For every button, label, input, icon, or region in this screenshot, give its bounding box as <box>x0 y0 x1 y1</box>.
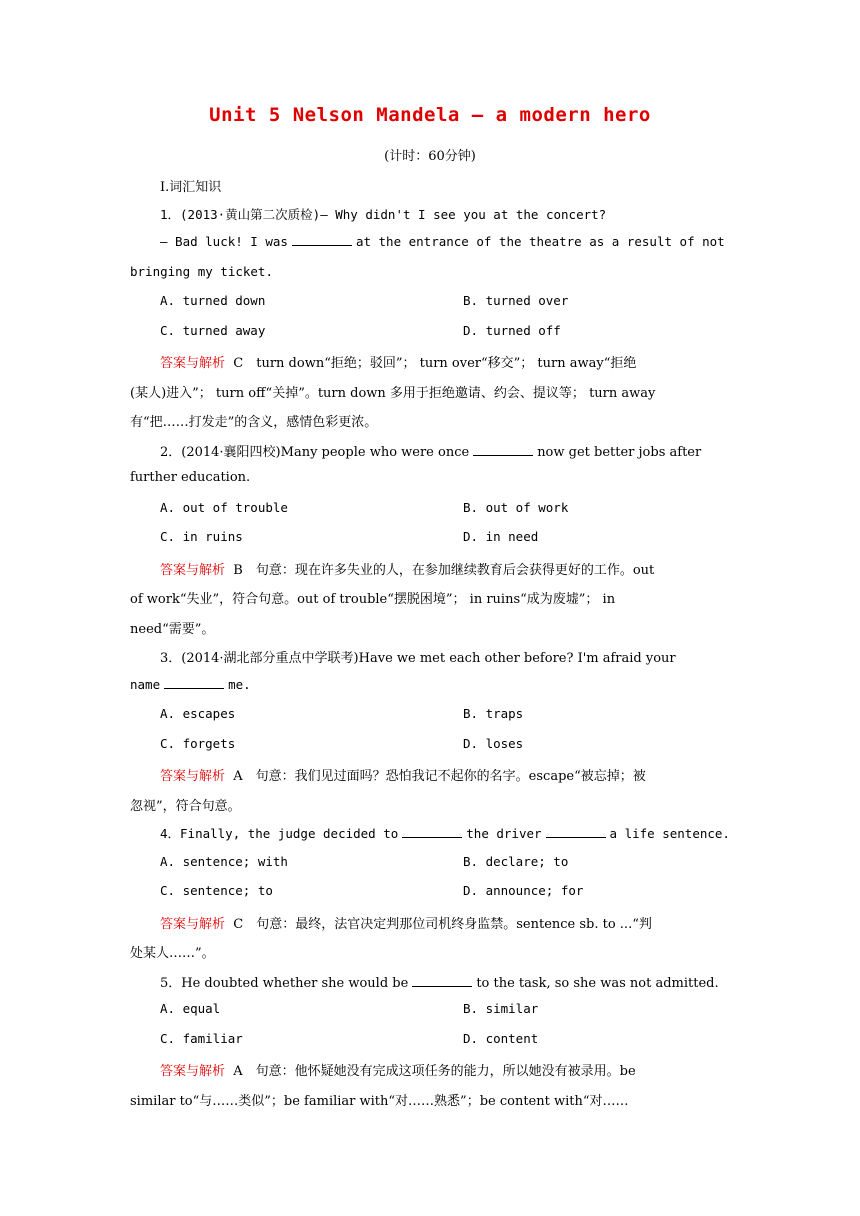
q4-explanation-line1 <box>160 913 652 932</box>
answer-label: 答案与解析 <box>160 769 226 784</box>
q3-stem-line2 <box>130 677 251 692</box>
q4-stem-part3: a life sentence. <box>609 826 730 841</box>
q2-stem-line1 <box>160 441 701 460</box>
q1-stem-line3: bringing my ticket. <box>130 264 273 279</box>
q5-explanation-line1 <box>160 1060 636 1079</box>
q4-explanation-line2: 处某人……”。 <box>130 946 215 961</box>
blank <box>412 975 472 987</box>
q5-option-a: A. equal <box>160 1001 221 1016</box>
q5-option-c: C. familiar <box>160 1031 243 1046</box>
q4-option-b: B. declare; to <box>463 854 569 869</box>
q1-stem-part2: at the entrance of the theatre as a result of not <box>355 234 725 249</box>
time-limit: (计时：60分钟) <box>384 149 476 164</box>
q3-option-d: D. loses <box>463 736 524 751</box>
q5-exp-text: A 句意：他怀疑她没有完成这项任务的能力，所以她没有被录用。be <box>233 1064 636 1079</box>
q2-exp-text: B 句意：现在许多失业的人，在参加继续教育后会获得更好的工作。out <box>233 563 655 578</box>
q2-option-d: D. in need <box>463 529 539 544</box>
blank <box>546 826 606 838</box>
q2-explanation-line3: need“需要”。 <box>130 622 215 637</box>
q2-explanation-line1 <box>160 559 654 578</box>
q4-stem-part2: the driver <box>466 826 542 841</box>
q1-option-b: B. turned over <box>463 293 569 308</box>
answer-label: 答案与解析 <box>160 356 226 371</box>
q3-stem-part2: me. <box>228 677 251 692</box>
q4-option-d: D. announce; for <box>463 883 584 898</box>
q1-exp-text: C turn down“拒绝；驳回”； turn over“移交”； turn away“拒绝 <box>233 356 637 371</box>
q2-option-a: A. out of trouble <box>160 500 288 515</box>
q5-stem-part2: to the task, so she was not admitted. <box>476 976 719 991</box>
q4-exp-text: C 句意：最终，法官决定判那位司机终身监禁。sentence sb. to ...“判 <box>233 917 652 932</box>
answer-label: 答案与解析 <box>160 563 226 578</box>
answer-label: 答案与解析 <box>160 917 226 932</box>
q4-stem-part1: 4．Finally, the judge decided to <box>160 826 399 841</box>
q1-explanation-line3: 有“把……打发走”的含义，感情色彩更浓。 <box>130 415 378 430</box>
blank <box>164 677 224 689</box>
q1-explanation-line1 <box>160 352 636 371</box>
q2-stem-part2: now get better jobs after <box>537 445 702 460</box>
q3-explanation-line1 <box>160 765 646 784</box>
q2-option-c: C. in ruins <box>160 529 243 544</box>
q3-option-c: C. forgets <box>160 736 236 751</box>
q3-stem-part1: name <box>130 677 161 692</box>
q3-option-a: A. escapes <box>160 706 236 721</box>
q5-option-b: B. similar <box>463 1001 539 1016</box>
q1-option-c: C. turned away <box>160 323 266 338</box>
section-heading: Ⅰ.词汇知识 <box>160 180 222 195</box>
blank <box>292 234 352 246</box>
q1-stem-line1: 1．(2013·黄山第二次质检)— Why didn't I see you at the concert? <box>160 207 607 222</box>
answer-label: 答案与解析 <box>160 1064 226 1079</box>
q5-stem-part1: 5．He doubted whether she would be <box>160 976 409 991</box>
q3-explanation-line2: 忽视”，符合句意。 <box>130 799 241 814</box>
q5-explanation-line2: similar to“与……类似”；be familiar with“对……熟悉”；be content with“对…… <box>130 1094 629 1109</box>
page-title: Unit 5 Nelson Mandela — a modern hero <box>209 104 651 126</box>
q1-stem-part1: — Bad luck! I was <box>160 234 288 249</box>
q2-stem-part1: 2．(2014·襄阳四校)Many people who were once <box>160 445 470 460</box>
q1-explanation-line2: (某人)进入”； turn off“关掉”。turn down 多用于拒绝邀请、约会、提议等； turn away <box>130 386 656 401</box>
q5-stem <box>160 972 719 991</box>
q2-explanation-line2: of work“失业”，符合句意。out of trouble“摆脱困境”； in ruins“成为废墟”； in <box>130 592 616 607</box>
q4-stem <box>160 824 730 842</box>
blank <box>402 826 462 838</box>
q5-option-d: D. content <box>463 1031 539 1046</box>
q4-option-c: C. sentence; to <box>160 883 273 898</box>
q1-option-d: D. turned off <box>463 323 561 338</box>
q3-option-b: B. traps <box>463 706 524 721</box>
q1-stem-line2 <box>160 234 730 249</box>
q2-option-b: B. out of work <box>463 500 569 515</box>
blank <box>473 444 533 456</box>
q4-option-a: A. sentence; with <box>160 854 288 869</box>
q3-stem-line1: 3．(2014·湖北部分重点中学联考)Have we met each other before? I'm afraid your <box>160 651 676 666</box>
q3-exp-text: A 句意：我们见过面吗？恐怕我记不起你的名字。escape“被忘掉；被 <box>233 769 646 784</box>
q2-stem-line2: further education. <box>130 470 251 485</box>
q1-option-a: A. turned down <box>160 293 266 308</box>
